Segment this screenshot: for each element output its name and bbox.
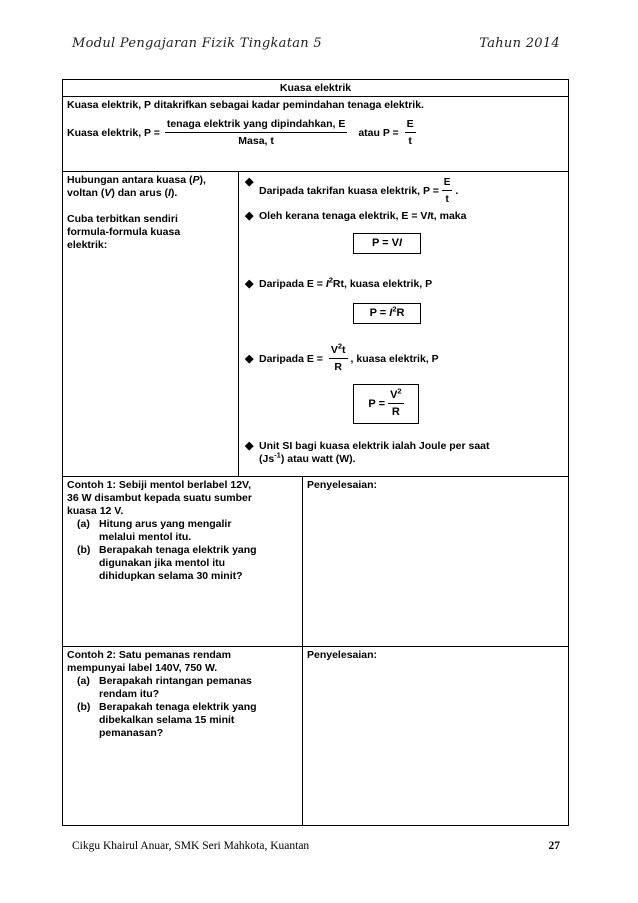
definition-text: Kuasa elektrik, P ditakrifkan sebagai kadar pemindahan tenaga elektrik.	[67, 99, 424, 111]
example1-line1: Contoh 1: Sebiji mentol berlabel 12V,	[67, 479, 251, 491]
bullet2-text: Oleh kerana tenaga elektrik, E = VIt, maka	[259, 210, 467, 222]
example1-part-a	[67, 518, 298, 544]
example2-line1: Contoh 2: Satu pemanas rendam	[67, 649, 231, 661]
diamond-bullet-icon: ◆	[245, 352, 254, 365]
relation-prompt-cell	[63, 172, 239, 477]
bullet4-den: R	[334, 361, 342, 373]
formula2-denominator: t	[408, 135, 412, 147]
solution-label: Penyelesaian:	[307, 649, 378, 661]
formula-numerator: tenaga elektrik yang dipindahkan, E	[165, 118, 348, 133]
formula-fraction	[165, 118, 348, 148]
bullet1-den: t	[445, 194, 449, 205]
header-year: Tahun 2014	[479, 36, 560, 51]
box3-num: $V^2$	[388, 389, 404, 404]
bullet1-text: Daripada takrifan kuasa elektrik, P =	[259, 184, 439, 197]
bullet5-line2: $(Js^{-1})$ atau watt (W).	[259, 450, 356, 465]
bullet4-fraction	[329, 341, 348, 374]
formula-box-vi: P = VI	[353, 233, 421, 254]
derive-line3: elektrik:	[67, 239, 108, 251]
example1-part-b	[67, 544, 298, 583]
formula-prefix: Kuasa elektrik, P =	[67, 126, 160, 139]
bullet-definition: ◆ Daripada takrifan kuasa elektrik, P = $\frac{E}{t}$ .	[245, 176, 459, 205]
solution-label: Penyelesaian:	[307, 479, 378, 491]
header-title: Modul Pengajaran Fizik Tingkatan 5	[72, 36, 322, 51]
part-text: Berapakah rintangan pemanas	[99, 675, 252, 687]
example2-line2: mempunyai label 140V, 750 W.	[67, 662, 218, 674]
diamond-bullet-icon: ◆	[245, 176, 254, 188]
bullet3-text: Daripada $E = I^2Rt$, kuasa elektrik, P	[259, 275, 433, 290]
bullet1-fraction	[442, 176, 453, 206]
relation-line2: voltan (V) dan arus (I).	[67, 187, 178, 199]
page-number: 27	[548, 840, 560, 852]
box3-fraction	[388, 386, 404, 419]
part-text: Berapakah tenaga elektrik yang	[99, 701, 257, 713]
part-text: pemanasan?	[99, 727, 164, 739]
bullet-energy	[245, 210, 562, 223]
example1-solution-cell	[303, 477, 569, 647]
box3-prefix: P =	[368, 397, 386, 410]
relation-line1: Hubungan antara kuasa (P),	[67, 174, 206, 186]
diamond-bullet-icon: ◆	[245, 440, 254, 452]
example1-question-cell	[63, 477, 303, 647]
formula2-fraction	[405, 118, 416, 148]
bullet4-prefix: Daripada E =	[259, 352, 323, 365]
diamond-bullet-icon: ◆	[245, 278, 254, 290]
formula-or: atau P =	[358, 126, 399, 139]
bullet4-num: $V^2t$	[329, 344, 348, 359]
part-text: dihidupkan selama 30 minit?	[99, 570, 243, 582]
footer-author: Cikgu Khairul Anuar, SMK Seri Mahkota, Kuantan	[72, 840, 310, 852]
part-label: (a)	[77, 518, 90, 530]
content-table	[62, 79, 569, 826]
part-label: (b)	[77, 544, 91, 556]
part-text: dibekalkan selama 15 minit	[99, 714, 235, 726]
bullet1-num: E	[442, 176, 453, 191]
example1-line3: kuasa 12 V.	[67, 505, 124, 517]
bullet5-line1: Unit SI bagi kuasa elektrik ialah Joule per saat	[259, 440, 490, 452]
part-text: Berapakah tenaga elektrik yang	[99, 544, 257, 556]
part-label: (b)	[77, 701, 91, 713]
formula-box-i2r: $P = I^2R$	[353, 303, 421, 324]
example1-line2: 36 W disambut kepada suatu sumber	[67, 492, 252, 504]
part-label: (a)	[77, 675, 90, 687]
part-text: melalui mentol itu.	[99, 531, 192, 543]
bullet-i2r	[245, 275, 562, 291]
part-text: digunakan jika mentol itu	[99, 557, 226, 569]
derivation-cell	[239, 172, 569, 477]
formula-denominator: Masa, t	[238, 135, 274, 147]
bullet4-suffix: , kuasa elektrik, P	[350, 352, 439, 365]
bullet-v2r	[245, 341, 562, 374]
box3-den: R	[391, 406, 400, 418]
power-formula	[67, 118, 564, 148]
formula-box-v2r	[353, 384, 419, 424]
derive-line1: Cuba terbitkan sendiri	[67, 213, 178, 225]
derive-line2: formula-formula kuasa	[67, 226, 181, 238]
example2-part-a	[67, 675, 298, 701]
example2-question-cell	[63, 647, 303, 826]
formula2-numerator: E	[405, 118, 416, 133]
definition-cell	[63, 97, 569, 172]
diamond-bullet-icon: ◆	[245, 210, 254, 222]
example2-part-b	[67, 701, 298, 740]
part-text: rendam itu?	[99, 688, 160, 700]
example2-solution-cell	[303, 647, 569, 826]
table-title: Kuasa elektrik	[63, 80, 569, 97]
bullet-si-unit	[245, 440, 562, 466]
part-text: Hitung arus yang mengalir	[99, 518, 232, 530]
